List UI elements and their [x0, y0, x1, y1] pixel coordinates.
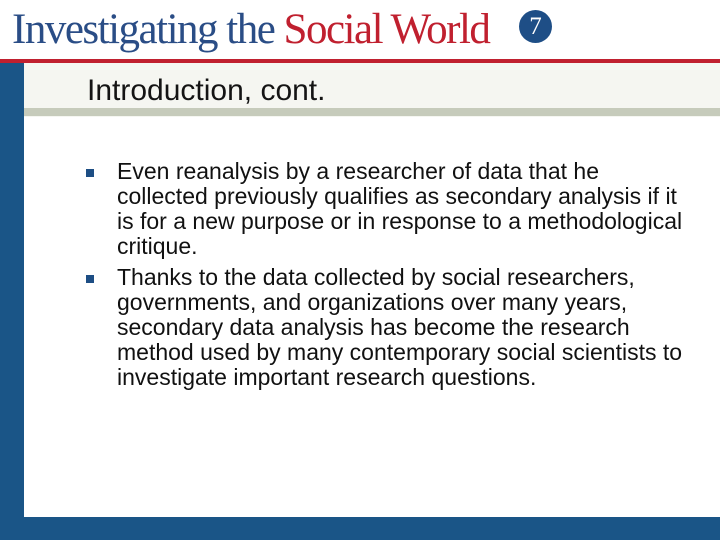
list-item: [84, 265, 684, 390]
bullet-text: Thanks to the data collected by social researchers, governments, and organizations over many years, secondary data analysis has become the research method used by many contemporary social scientists to investigate important research questions.: [117, 264, 683, 390]
bullet-list: [84, 159, 684, 396]
square-bullet-icon: [86, 275, 94, 283]
slide-title: Introduction, cont.: [87, 74, 326, 107]
left-sidebar-bar: [0, 63, 24, 540]
bottom-footer-bar: [0, 517, 720, 540]
slide-header: [0, 0, 720, 62]
list-item: [84, 159, 684, 259]
book-title-part2: Social World: [283, 6, 490, 53]
square-bullet-icon: [86, 169, 94, 177]
book-title-logo: [12, 2, 489, 58]
bullet-text: Even reanalysis by a researcher of data that he collected previously qualifies as secondary analysis if it is for a new purpose or in response to a methodological critique.: [117, 158, 683, 259]
edition-badge: 7: [519, 10, 552, 43]
book-title-part1: Investigating the: [12, 6, 284, 53]
